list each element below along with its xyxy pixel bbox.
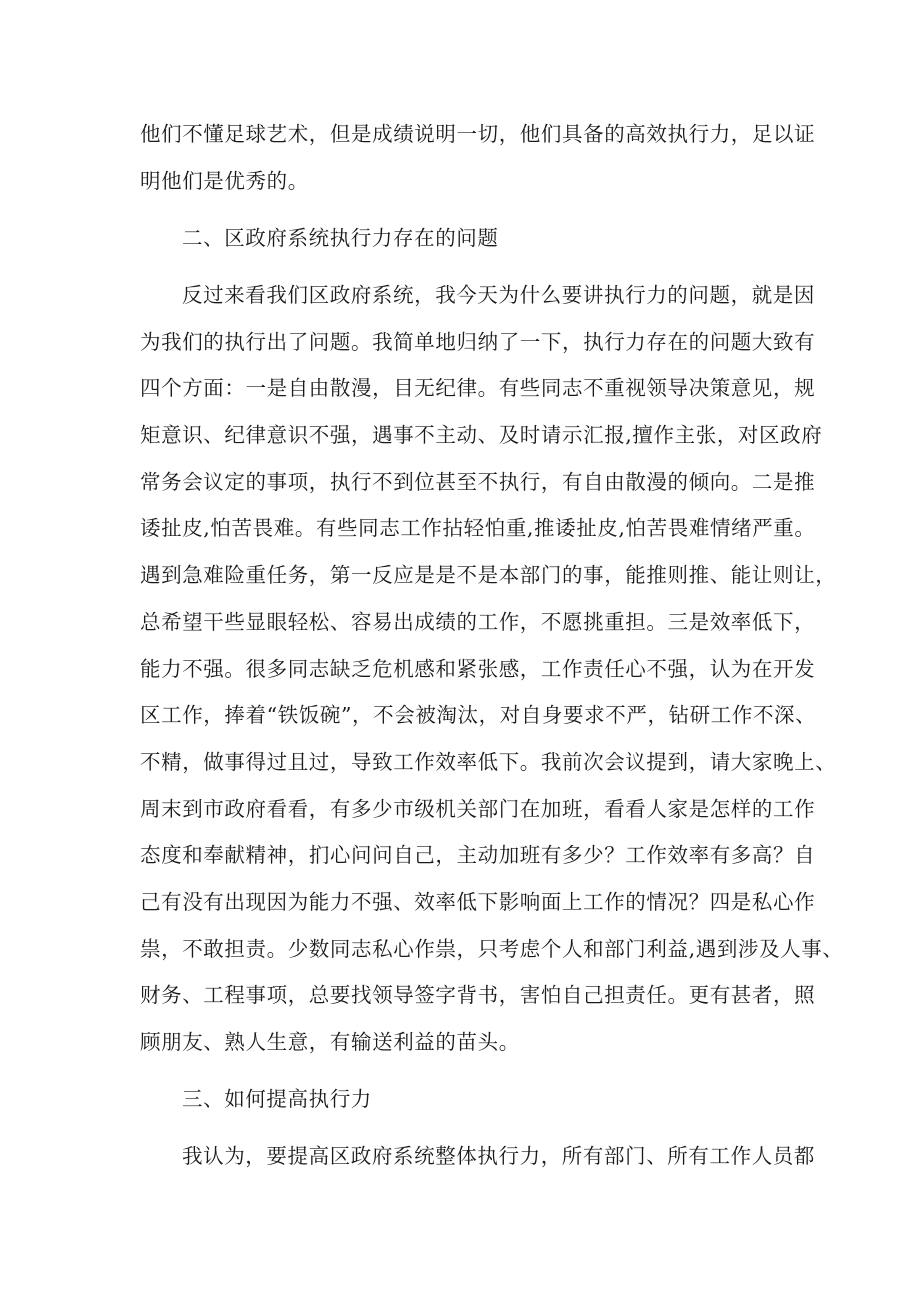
paragraph-2-line-17: 顾朋友、熟人生意，有输送利益的苗头。 xyxy=(140,1030,520,1054)
paragraph-2-line-9: 能力不强。很多同志缺乏危机感和紧张感，工作责任心不强，认为在开发 xyxy=(140,657,816,681)
paragraph-2-line-1: 反过来看我们区政府系统，我今天为什么要讲执行力的问题，就是因 xyxy=(182,283,815,307)
paragraph-2-line-4: 矩意识、纪律意识不强，遇事不主动、及时请示汇报,擅作主张，对区政府 xyxy=(140,423,823,447)
paragraph-2-line-15: 祟，不敢担责。少数同志私心作祟，只考虑个人和部门利益,遇到涉及人事、 xyxy=(140,937,844,961)
paragraph-2-line-2: 为我们的执行出了问题。我简单地归纳了一下，执行力存在的问题大致有 xyxy=(140,330,816,354)
paragraph-1-line-2: 明他们是优秀的。 xyxy=(140,169,309,193)
paragraph-2-line-16: 财务、工程事项，总要找领导签字背书，害怕自己担责任。更有甚者，照 xyxy=(140,983,816,1007)
section-heading-2: 二、区政府系统执行力存在的问题 xyxy=(182,226,499,250)
paragraph-2-line-12: 周末到市政府看看，有多少市级机关部门在加班，看看人家是怎样的工作 xyxy=(140,797,816,821)
paragraph-3-line-1: 我认为，要提高区政府系统整体执行力，所有部门、所有工作人员都 xyxy=(182,1144,815,1168)
paragraph-2-line-13: 态度和奉献精神，扪心问问自己，主动加班有多少？工作效率有多高？自 xyxy=(140,843,816,867)
paragraph-2-line-6: 诿扯皮,怕苦畏难。有些同志工作拈轻怕重,推诿扯皮,怕苦畏难情绪严重。 xyxy=(140,516,816,540)
paragraph-2-line-14: 己有没有出现因为能力不强、效率低下影响面上工作的情况？四是私心作 xyxy=(140,890,816,914)
paragraph-2-line-3: 四个方面：一是自由散漫，目无纪律。有些同志不重视领导决策意见，规 xyxy=(140,376,816,400)
paragraph-2-line-8: 总希望干些显眼轻松、容易出成绩的工作，不愿挑重担。三是效率低下， xyxy=(140,610,816,634)
paragraph-2-line-5: 常务会议定的事项，执行不到位甚至不执行，有自由散漫的倾向。二是推 xyxy=(140,470,816,494)
paragraph-2-line-11: 不精，做事得过且过，导致工作效率低下。我前次会议提到，请大家晚上、 xyxy=(140,750,837,774)
section-heading-3: 三、如何提高执行力 xyxy=(182,1087,372,1111)
paragraph-2-line-10: 区工作，捧着“铁饭碗”，不会被淘汰，对自身要求不严，钻研工作不深、 xyxy=(140,703,817,727)
paragraph-2-line-7: 遇到急难险重任务，第一反应是是不是本部门的事，能推则推、能让则让， xyxy=(140,563,837,587)
paragraph-1-line-1: 他们不懂足球艺术，但是成绩说明一切，他们具备的高效执行力，足以证 xyxy=(140,122,816,146)
